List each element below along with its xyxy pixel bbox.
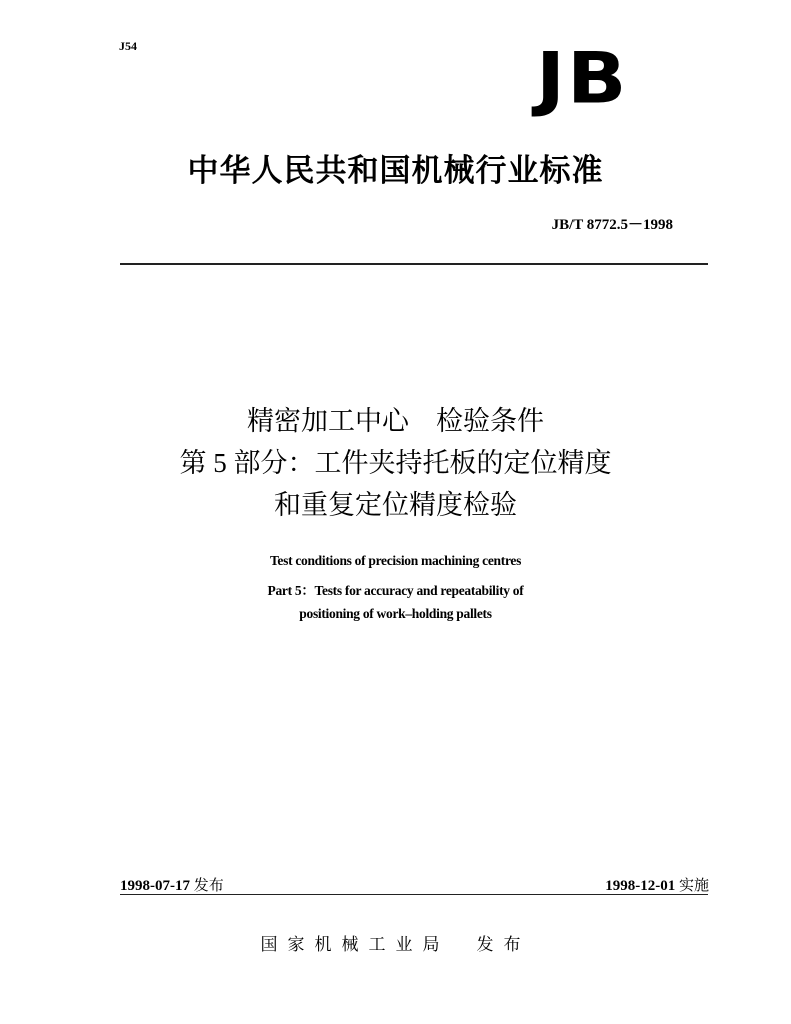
implementation-date: 1998-12-01 bbox=[605, 878, 676, 894]
standard-number: JB/T 8772.5－1998 bbox=[551, 217, 673, 233]
chinese-title-line-3: 和重复定位精度检验 bbox=[274, 490, 517, 520]
chinese-title-line-1: 精密加工中心 检验条件 bbox=[247, 406, 544, 436]
implementation-label: 实施 bbox=[678, 876, 709, 894]
issuing-authority: 国家机械工业局 发布 bbox=[260, 935, 531, 954]
standard-category-title: 中华人民共和国机械行业标准 bbox=[187, 153, 604, 188]
issue-date: 1998-07-17 bbox=[120, 878, 190, 894]
chinese-title-line-2: 第 5 部分：工件夹持托板的定位精度 bbox=[179, 448, 612, 478]
issue-date-block bbox=[120, 874, 224, 895]
classification-code: J54 bbox=[119, 39, 137, 53]
footer-divider bbox=[120, 894, 708, 895]
english-title-line-3: positioning of work–holding pallets bbox=[299, 606, 492, 621]
english-title-line-2: Part 5：Tests for accuracy and repeatability of bbox=[267, 583, 524, 598]
issue-label: 发布 bbox=[193, 876, 224, 894]
english-title-line-1: Test conditions of precision machining centres bbox=[269, 553, 522, 568]
implementation-date-block bbox=[605, 874, 709, 895]
jb-logo: JB bbox=[536, 38, 629, 120]
header-divider bbox=[120, 263, 708, 265]
